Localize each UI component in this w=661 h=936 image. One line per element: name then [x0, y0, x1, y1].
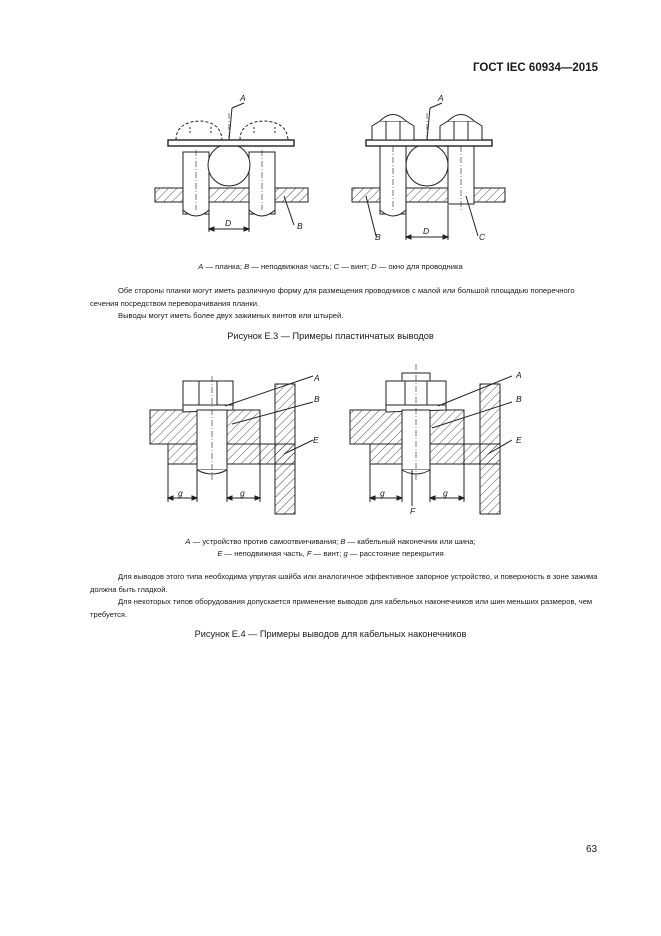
label-e4-left-e: E — [313, 435, 319, 445]
figure-e3-caption: Рисунок E.3 — Примеры пластинчатых выводов — [227, 331, 434, 341]
label-e4-left-b: B — [314, 394, 320, 404]
label-e4-right-e: E — [516, 435, 522, 445]
document-header: ГОСТ IEC 60934—2015 — [473, 62, 598, 74]
label-e3-right-b: B — [375, 232, 381, 242]
figure-e4-note-2: Для некоторых типов оборудования допускается применение выводов для кабельных наконечников или шин меньших размеров, чем требуется. — [90, 597, 593, 619]
figure-e4-left-drawing — [150, 376, 313, 514]
figure-e3-note-2: Выводы могут иметь более двух зажимных винтов или штырей. — [118, 311, 344, 320]
figure-e4-right-drawing — [350, 364, 512, 514]
label-e3-right-a: A — [438, 93, 444, 103]
label-e4-right-g2: g — [443, 488, 448, 498]
figure-e4-legend: A — устройство против самоотвинчивания; B — кабельный наконечник или шина; E — неподвижная часть, F — винт; g — расстояние перекрытия — [185, 537, 476, 558]
figure-e3-right-drawing — [352, 103, 505, 240]
label-e4-right-f: F — [410, 506, 416, 516]
label-e3-right-d: D — [423, 226, 430, 236]
figure-e4-caption: Рисунок E.4 — Примеры выводов для кабельных наконечников — [194, 629, 467, 639]
label-e3-left-a: A — [240, 93, 246, 103]
figure-e3-legend: A — планка; B — неподвижная часть; C — винт; D — окно для проводника — [198, 262, 463, 271]
label-e3-right-c: C — [479, 232, 486, 242]
figure-e3-note-1: Обе стороны планки могут иметь различную форму для размещения проводников с малой или большой площадью поперечного сечения посредством переворачивания планки. — [90, 286, 575, 308]
page-number: 63 — [586, 844, 598, 855]
figure-e4-note-1: Для выводов этого типа необходима упругая шайба или аналогичное эффективное запорное устройство, и поверхность в зоне зажима должна быть гладкой. — [90, 572, 598, 594]
label-e4-right-b: B — [516, 394, 522, 404]
label-e4-left-a: A — [314, 373, 320, 383]
label-e4-right-g1: g — [380, 488, 385, 498]
label-e3-left-d: D — [225, 218, 232, 228]
figure-e3-left-drawing — [155, 103, 308, 232]
label-e4-right-a: A — [516, 370, 522, 380]
label-e4-left-g1: g — [178, 488, 183, 498]
label-e3-left-b: B — [297, 221, 303, 231]
label-e4-left-g2: g — [240, 488, 245, 498]
